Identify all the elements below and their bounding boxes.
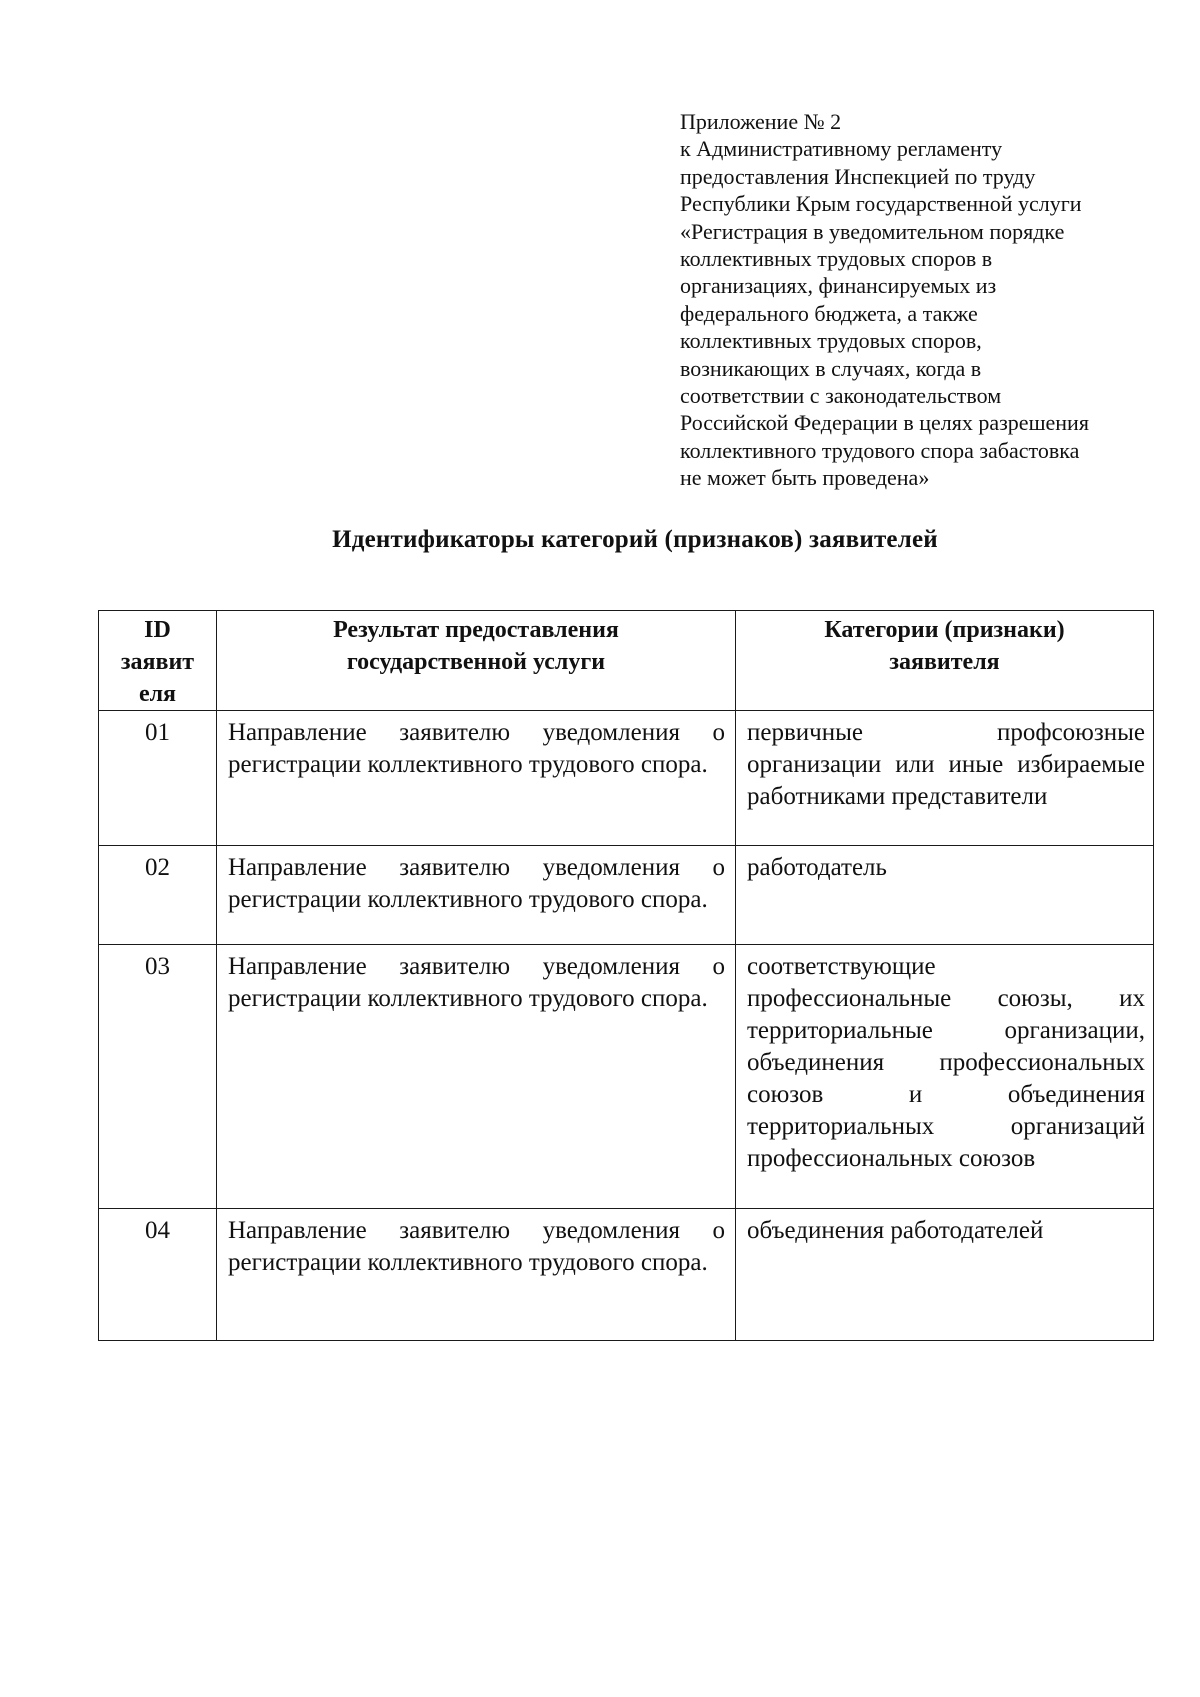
- table-header-row: [99, 611, 1154, 711]
- appendix-line: соответствии с законодательством: [680, 383, 1002, 409]
- applicant-categories-table: [98, 610, 1154, 1341]
- header-category-line: заявителя: [889, 649, 1000, 675]
- appendix-line: Республики Крым государственной услуги: [680, 191, 1082, 217]
- appendix-line: федерального бюджета, а также: [680, 300, 978, 326]
- row-result: Направление заявителю уведомления о регистрации коллективного трудового спора.: [217, 846, 736, 945]
- row-category: соответствующие профессиональные союзы, их территориальные организации, объединения профессиональных союзов и объединения территориальных организаций профессиональных союзов: [736, 945, 1154, 1209]
- header-result-line: Результат предоставления: [333, 617, 619, 643]
- table-row: [99, 846, 1154, 945]
- header-id-line: еля: [138, 681, 177, 707]
- header-id: [99, 611, 217, 711]
- header-result-line: государственной услуги: [346, 649, 606, 675]
- header-id-line: ID: [144, 617, 171, 643]
- appendix-line: к Административному регламенту: [680, 136, 1003, 162]
- row-id: 02: [99, 846, 217, 945]
- appendix-line: «Регистрация в уведомительном порядке: [680, 218, 1065, 244]
- table-row: [99, 711, 1154, 846]
- appendix-line: коллективных трудовых споров в: [680, 246, 993, 272]
- header-id-line: заявит: [120, 649, 195, 675]
- appendix-note: [680, 108, 1180, 492]
- table-row: [99, 1209, 1154, 1341]
- appendix-line: возникающих в случаях, когда в: [680, 355, 982, 381]
- document-title: Идентификаторы категорий (признаков) заявителей: [332, 526, 938, 553]
- appendix-line: коллективного трудового спора забастовка: [680, 437, 1080, 463]
- appendix-line: не может быть проведена»: [680, 465, 930, 491]
- appendix-line: организациях, финансируемых из: [680, 273, 997, 299]
- row-category: объединения работодателей: [736, 1209, 1154, 1341]
- header-category-line: Категории (признаки): [824, 617, 1065, 643]
- header-category: [736, 611, 1154, 711]
- row-id: 01: [99, 711, 217, 846]
- row-result: Направление заявителю уведомления о регистрации коллективного трудового спора.: [217, 1209, 736, 1341]
- row-result: Направление заявителю уведомления о регистрации коллективного трудового спора.: [217, 945, 736, 1209]
- row-id: 04: [99, 1209, 217, 1341]
- appendix-line: предоставления Инспекцией по труду: [680, 163, 1036, 189]
- row-category: первичные профсоюзные организации или иные избираемые работниками представители: [736, 711, 1154, 846]
- appendix-line: Приложение № 2: [680, 109, 842, 134]
- header-result: [217, 611, 736, 711]
- appendix-line: коллективных трудовых споров,: [680, 328, 982, 354]
- row-category: работодатель: [736, 846, 1154, 945]
- row-id: 03: [99, 945, 217, 1209]
- appendix-line: Российской Федерации в целях разрешения: [680, 410, 1089, 436]
- row-result: Направление заявителю уведомления о регистрации коллективного трудового спора.: [217, 711, 736, 846]
- table-row: [99, 945, 1154, 1209]
